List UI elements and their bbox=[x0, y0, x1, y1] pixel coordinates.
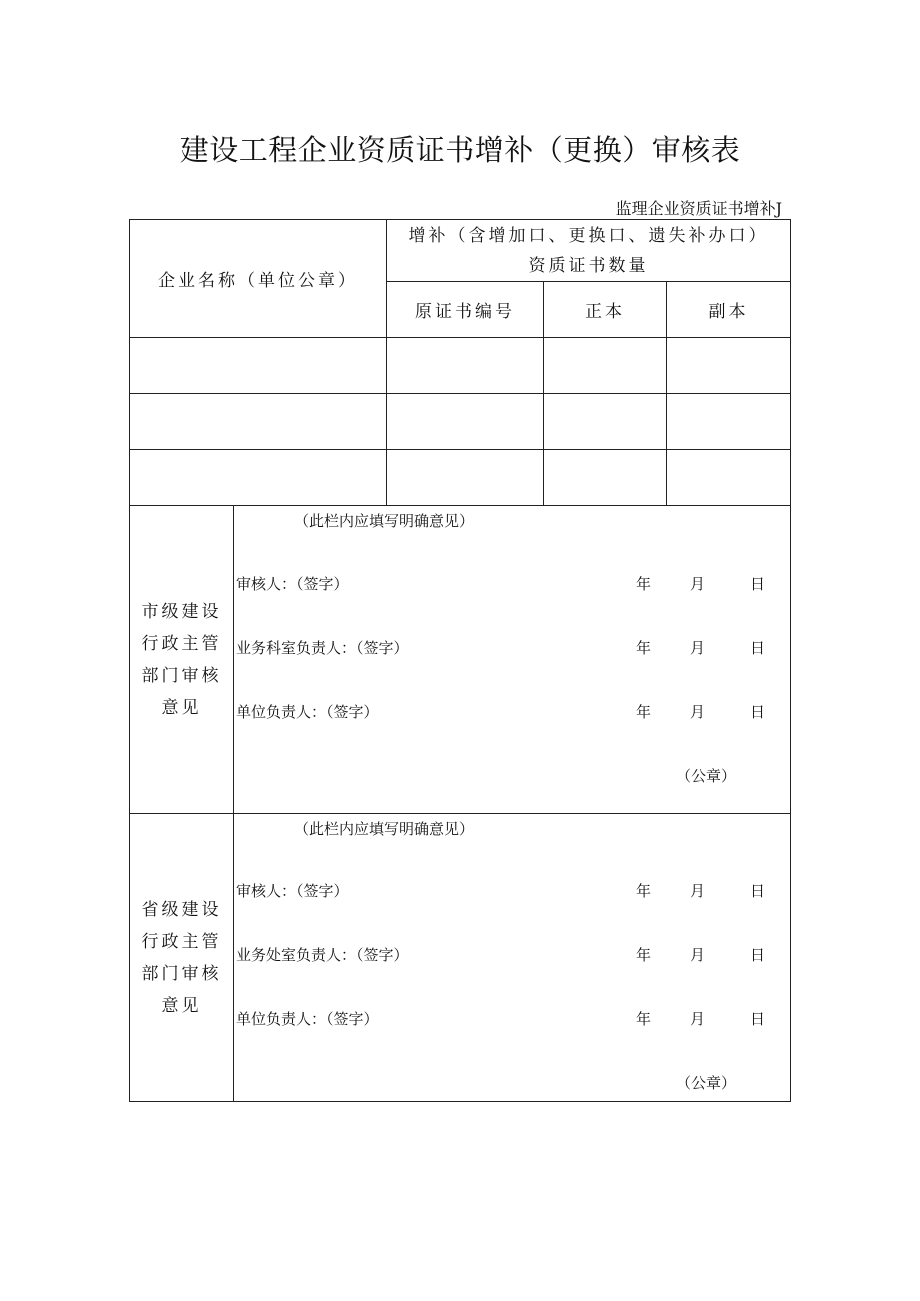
month-label: 月 bbox=[690, 575, 706, 593]
reissue-header-line2: 资质证书数量 bbox=[528, 255, 649, 276]
signer-label: 审核人：（签字） bbox=[236, 575, 349, 593]
month-label: 月 bbox=[690, 882, 706, 900]
month-label: 月 bbox=[690, 946, 706, 964]
table-row bbox=[130, 338, 791, 394]
municipal-review-section bbox=[130, 506, 791, 814]
day-label: 日 bbox=[750, 575, 766, 593]
table-row bbox=[130, 450, 791, 506]
signer-label: 审核人：（签字） bbox=[236, 882, 349, 900]
label-line: 意见 bbox=[161, 995, 202, 1016]
label-line: 意见 bbox=[161, 697, 202, 718]
duplicate-copy-header: 副本 bbox=[667, 282, 791, 338]
seal-label: （公章） bbox=[676, 1074, 737, 1092]
month-label: 月 bbox=[690, 639, 706, 657]
opinion-instruction: （此栏内应填写明确意见） bbox=[294, 820, 475, 838]
day-label: 日 bbox=[750, 946, 766, 964]
label-line: 部门审核 bbox=[141, 963, 222, 984]
original-copy-cell[interactable] bbox=[544, 450, 667, 506]
original-copy-cell[interactable] bbox=[544, 338, 667, 394]
table-row bbox=[130, 394, 791, 450]
provincial-review-label bbox=[130, 814, 234, 1102]
review-form-table bbox=[129, 219, 791, 1102]
year-label: 年 bbox=[636, 1010, 652, 1028]
opinion-instruction: （此栏内应填写明确意见） bbox=[294, 512, 475, 530]
month-label: 月 bbox=[690, 703, 706, 721]
day-label: 日 bbox=[750, 703, 766, 721]
original-cert-no-header: 原证书编号 bbox=[387, 282, 544, 338]
label-line: 部门审核 bbox=[141, 665, 222, 686]
municipal-review-label bbox=[130, 506, 234, 814]
provincial-opinion-cell[interactable] bbox=[234, 814, 791, 1102]
day-label: 日 bbox=[750, 1010, 766, 1028]
year-label: 年 bbox=[636, 882, 652, 900]
signer-label: 业务处室负责人：（签字） bbox=[236, 946, 409, 964]
year-label: 年 bbox=[636, 575, 652, 593]
year-label: 年 bbox=[636, 703, 652, 721]
seal-label: （公章） bbox=[676, 767, 737, 785]
day-label: 日 bbox=[750, 639, 766, 657]
year-label: 年 bbox=[636, 946, 652, 964]
reissue-header-line1: 增补（含增加口、更换口、遗失补办口） bbox=[408, 225, 769, 246]
label-line: 行政主管 bbox=[141, 931, 222, 952]
form-title: 建设工程企业资质证书增补（更换）审核表 bbox=[179, 133, 741, 167]
original-cert-no-cell[interactable] bbox=[387, 338, 544, 394]
day-label: 日 bbox=[750, 882, 766, 900]
label-line: 市级建设 bbox=[141, 601, 222, 622]
original-cert-no-cell[interactable] bbox=[387, 450, 544, 506]
original-copy-cell[interactable] bbox=[544, 394, 667, 450]
company-name-cell[interactable] bbox=[130, 338, 387, 394]
signer-label: 业务科室负责人：（签字） bbox=[236, 639, 409, 657]
duplicate-copy-cell[interactable] bbox=[667, 450, 791, 506]
company-name-cell[interactable] bbox=[130, 450, 387, 506]
company-name-cell[interactable] bbox=[130, 394, 387, 450]
original-copy-header: 正本 bbox=[544, 282, 667, 338]
label-line: 省级建设 bbox=[141, 899, 222, 920]
form-code-label: 监理企业资质证书增补J bbox=[615, 199, 782, 218]
label-line: 行政主管 bbox=[141, 633, 222, 654]
provincial-review-section bbox=[130, 814, 791, 1102]
signer-label: 单位负责人：（签字） bbox=[236, 703, 379, 721]
municipal-opinion-cell[interactable] bbox=[234, 506, 791, 814]
original-cert-no-cell[interactable] bbox=[387, 394, 544, 450]
year-label: 年 bbox=[636, 639, 652, 657]
reissue-quantity-header bbox=[387, 220, 791, 282]
duplicate-copy-cell[interactable] bbox=[667, 394, 791, 450]
month-label: 月 bbox=[690, 1010, 706, 1028]
signer-label: 单位负责人：（签字） bbox=[236, 1010, 379, 1028]
duplicate-copy-cell[interactable] bbox=[667, 338, 791, 394]
company-name-header: 企业名称（单位公章） bbox=[130, 220, 387, 338]
